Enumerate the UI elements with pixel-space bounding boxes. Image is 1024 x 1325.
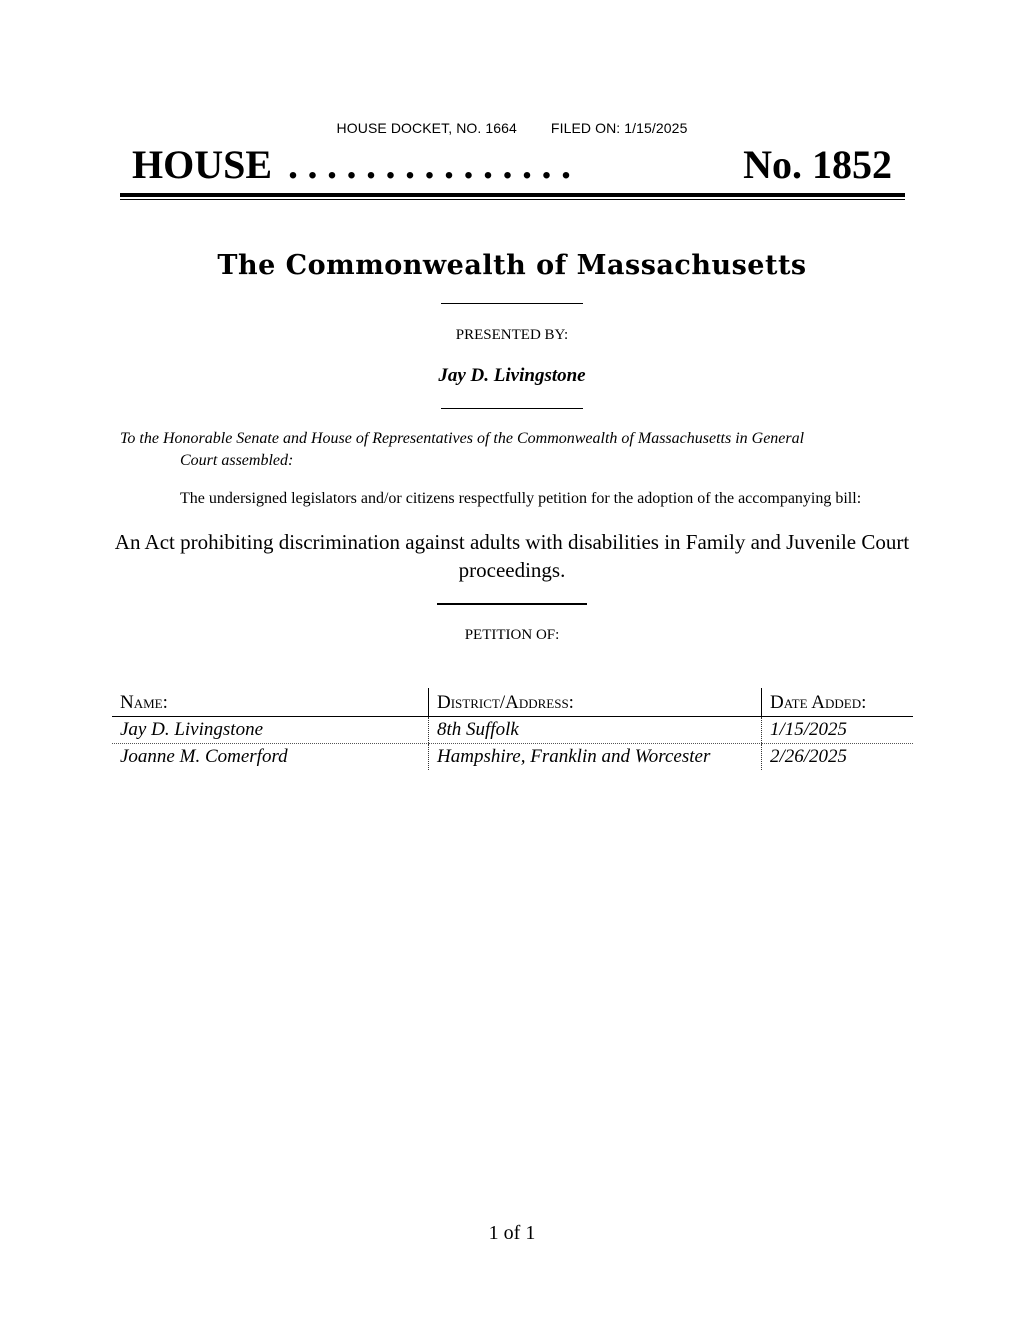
presented-by-label: PRESENTED BY: bbox=[455, 327, 569, 343]
signer-district: 8th Suffolk bbox=[429, 717, 762, 744]
divider-rule bbox=[437, 603, 587, 605]
column-header-district: District/Address: bbox=[429, 688, 762, 717]
header-rule-thick bbox=[120, 193, 905, 197]
chamber-name: HOUSE bbox=[132, 142, 273, 187]
act-title bbox=[112, 528, 912, 584]
table-row bbox=[112, 717, 913, 744]
act-title-line-2: proceedings. bbox=[458, 558, 566, 582]
signer-name: Jay D. Livingstone bbox=[112, 717, 429, 744]
signer-name: Joanne M. Comerford bbox=[120, 746, 288, 767]
docket-number: HOUSE DOCKET, NO. 1664 bbox=[336, 120, 517, 136]
divider-rule bbox=[441, 303, 583, 304]
act-title-line-1: An Act prohibiting discrimination against adults with disabilities in Family and Juvenile Court bbox=[114, 530, 910, 554]
bill-title-line bbox=[132, 140, 892, 190]
signer-district: Hampshire, Franklin and Worcester bbox=[429, 744, 762, 771]
signer-date: 1/15/2025 bbox=[762, 717, 914, 744]
divider-rule bbox=[441, 408, 583, 409]
column-header-date: Date Added: bbox=[762, 688, 914, 717]
table-row bbox=[112, 744, 913, 771]
address-line-2: Court assembled: bbox=[180, 452, 294, 469]
petition-statement: The undersigned legislators and/or citizens respectfully petition for the adoption of the accompanying bill: bbox=[180, 490, 862, 507]
page-number: 1 of 1 bbox=[488, 1222, 536, 1244]
table-header-row bbox=[112, 688, 913, 717]
filed-date: FILED ON: 1/15/2025 bbox=[550, 120, 688, 136]
address-line-1: To the Honorable Senate and House of Representatives of the Commonwealth of Massachusetts in General bbox=[120, 430, 805, 447]
column-header-name: Name: bbox=[112, 688, 429, 717]
signers-table bbox=[112, 688, 913, 770]
address-paragraph bbox=[120, 428, 880, 472]
docket-header bbox=[0, 120, 1024, 136]
commonwealth-title: The Commonwealth of Massachusetts bbox=[217, 250, 807, 281]
bill-number: No. 1852 bbox=[743, 142, 892, 187]
petition-of-label: PETITION OF: bbox=[464, 627, 560, 643]
header-rule-thin bbox=[120, 199, 905, 200]
leader-dots: ............... bbox=[288, 142, 581, 187]
presenter-name: Jay D. Livingstone bbox=[438, 365, 586, 386]
signer-date: 2/26/2025 bbox=[762, 744, 914, 771]
